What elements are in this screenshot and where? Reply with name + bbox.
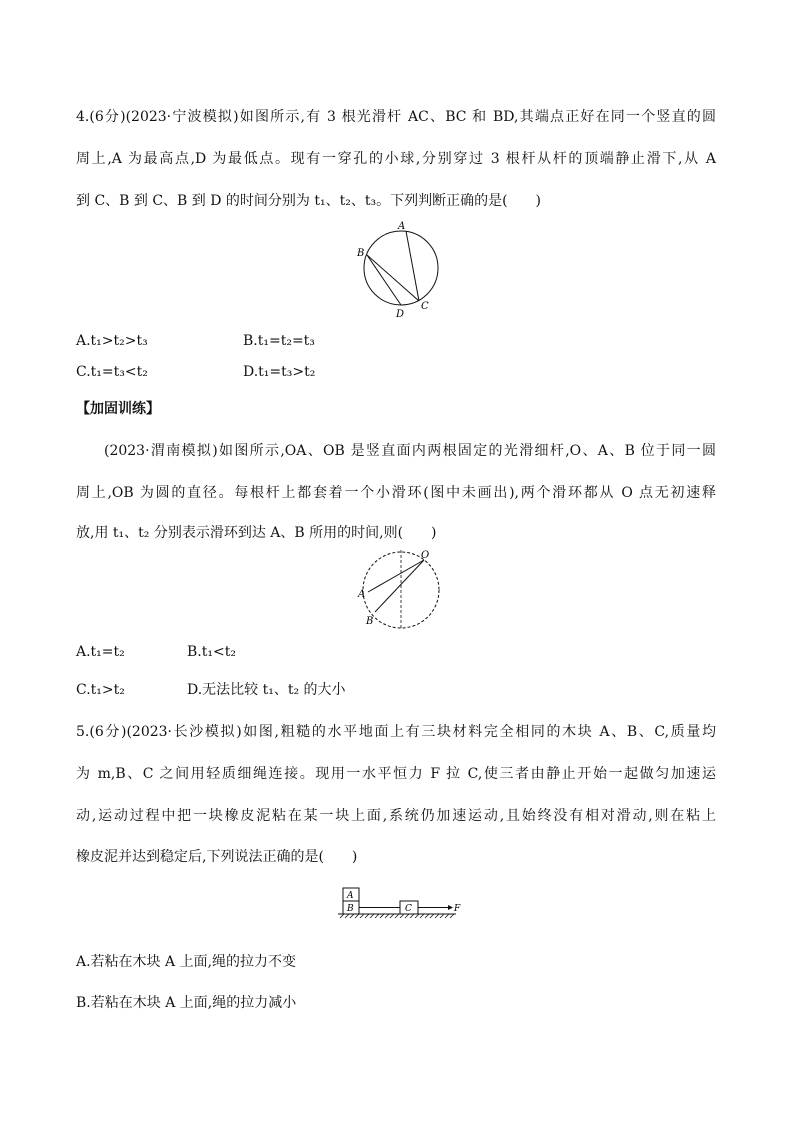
extra-label-o: O — [421, 550, 430, 561]
q5-option-b[interactable]: B.若粘在木块 A 上面,绳的拉力减小 — [76, 995, 297, 1011]
q5-label-b: B — [347, 904, 354, 914]
q4-option-c[interactable]: C.t₁=t₃<t₂ — [76, 364, 148, 380]
extra-stem-line-3: 放,用 t₁、t₂ 分别表示滑环到达 A、B 所用的时间,则( ) — [76, 525, 437, 541]
q5-label-f: F — [454, 904, 461, 914]
q4-label-d: D — [396, 309, 405, 320]
q4-label-b: B — [357, 248, 365, 259]
rod-ac — [406, 231, 419, 301]
q5-stem-line-1: 5.(6分)(2023·长沙模拟)如图,粗糙的水平地面上有三块材料完全相同的木块 A、B、C,质量均 — [76, 724, 716, 740]
extra-heading: 【加固训练】 — [76, 401, 160, 417]
extra-option-a[interactable]: A.t₁=t₂ — [76, 644, 125, 660]
extra-label-a: A — [358, 589, 366, 600]
q4-stem-line-3: 到 C、B 到 C、B 到 D 的时间分别为 t₁、t₂、t₃。下列判断正确的是( ) — [76, 193, 542, 209]
q4-circle — [364, 231, 438, 305]
q4-stem-line-2: 周上,A 为最高点,D 为最低点。现有一穿孔的小球,分别穿过 3 根杆从杆的顶端静止滑下,从 A — [76, 151, 716, 167]
rod-ob — [375, 560, 424, 612]
q4-label-a: A — [398, 221, 406, 232]
q5-option-a[interactable]: A.若粘在木块 A 上面,绳的拉力不变 — [76, 954, 297, 970]
q5-stem-line-3: 动,运动过程中把一块橡皮泥粘在某一块上面,系统仍加速运动,且始终没有相对滑动,则在粘上 — [76, 808, 716, 824]
q4-option-b[interactable]: B.t₁=t₂=t₃ — [243, 333, 315, 349]
arrow-head — [448, 905, 453, 910]
q5-blocks-figure — [336, 885, 466, 923]
q4-circle-figure — [355, 218, 445, 320]
rod-oa — [368, 560, 424, 592]
extra-option-c[interactable]: C.t₁>t₂ — [76, 682, 125, 698]
q5-stem-line-2: 为 m,B、C 之间用轻质细绳连接。现用一水平恒力 F 拉 C,使三者由静止开始一起做匀加速运 — [76, 766, 716, 782]
q5-stem-line-4: 橡皮泥并达到稳定后,下列说法正确的是( ) — [76, 849, 358, 865]
q5-label-c: C — [405, 904, 412, 914]
extra-option-d[interactable]: D.无法比较 t₁、t₂ 的大小 — [187, 682, 346, 698]
q4-stem-line-1: 4.(6分)(2023·宁波模拟)如图所示,有 3 根光滑杆 AC、BC 和 BD,其端点正好在同一个竖直的圆 — [76, 109, 716, 125]
extra-stem-line-2: 周上,OB 为圆的直径。每根杆上都套着一个小滑环(图中未画出),两个滑环都从 O 点无初速释 — [76, 485, 716, 501]
extra-label-b: B — [366, 616, 374, 627]
extra-circle-figure — [355, 548, 445, 632]
q4-option-a[interactable]: A.t₁>t₂>t₃ — [76, 333, 148, 349]
q4-option-d[interactable]: D.t₁=t₃>t₂ — [243, 364, 316, 380]
ground-hatching — [340, 914, 454, 918]
extra-stem-line-1: (2023·渭南模拟)如图所示,OA、OB 是竖直面内两根固定的光滑细杆,O、A、B 位于同一圆 — [104, 443, 716, 459]
extra-option-b[interactable]: B.t₁<t₂ — [187, 644, 236, 660]
q4-label-c: C — [421, 301, 429, 312]
q5-label-a: A — [347, 891, 354, 901]
